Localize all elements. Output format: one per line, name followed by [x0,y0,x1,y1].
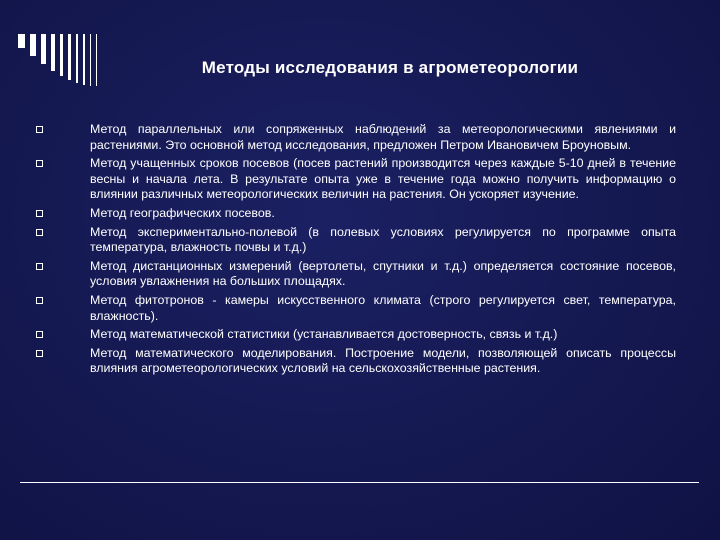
bottom-divider [20,482,699,483]
square-bullet-icon [36,229,43,236]
list-item [36,259,676,290]
square-bullet-icon [36,331,43,338]
list-item-text: Метод учащенных сроков посевов (посев растений производится через каждые 5-10 дней в течение весны и начала лета. В результате опыта уже в течение года можно получить информацию о влиянии различных метеорологических величин на растения. Он ускоряет изучение. [90,156,676,202]
stripe [18,34,25,48]
decorative-stripes [18,34,102,86]
list-item [36,206,676,222]
stripe [83,34,85,85]
list-item-text: Метод географических посевов. [90,205,275,220]
list-item [36,293,676,324]
slide-title: Методы исследования в агрометеорологии [201,58,579,77]
list-item-text: Метод математической статистики (устанавливается достоверность, связь и т.д.) [90,327,558,342]
square-bullet-icon [36,160,43,167]
list-item [36,346,676,377]
square-bullet-icon [36,350,43,357]
methods-list [36,122,676,380]
list-item [36,327,676,343]
stripe [51,34,55,71]
list-item-text: Метод экспериментально-полевой (в полевых условиях регулируется по программе опыта температура, влажность почвы и т.д.) [90,224,676,255]
list-item-text: Метод параллельных или сопряженных наблюдений за метеорологическими явлениями и растениями. Это основной метод исследования, предложен Петром Ивановичем Броуновым. [90,122,676,152]
list-item [36,225,676,256]
stripe [96,34,97,86]
square-bullet-icon [36,263,43,270]
stripe [60,34,63,76]
list-item [36,122,676,153]
stripe [30,34,36,56]
stripe [76,34,78,83]
stripe [41,34,46,64]
list-item-text: Метод дистанционных измерений (вертолеты, спутники и т.д.) определяется состояние посевов, условия увлажнения на больших площадях. [90,258,676,289]
square-bullet-icon [36,297,43,304]
list-item-text: Метод математического моделирования. Построение модели, позволяющей описать процессы влияния агрометеорологических условий на сельскохозяйственные растения. [90,345,676,376]
stripe [68,34,71,80]
list-item-text: Метод фитотронов - камеры искусственного климата (строго регулируется свет, температура, влажность). [90,292,676,323]
list-item [36,156,676,203]
square-bullet-icon [36,210,43,217]
square-bullet-icon [36,126,43,133]
stripe [90,34,91,86]
